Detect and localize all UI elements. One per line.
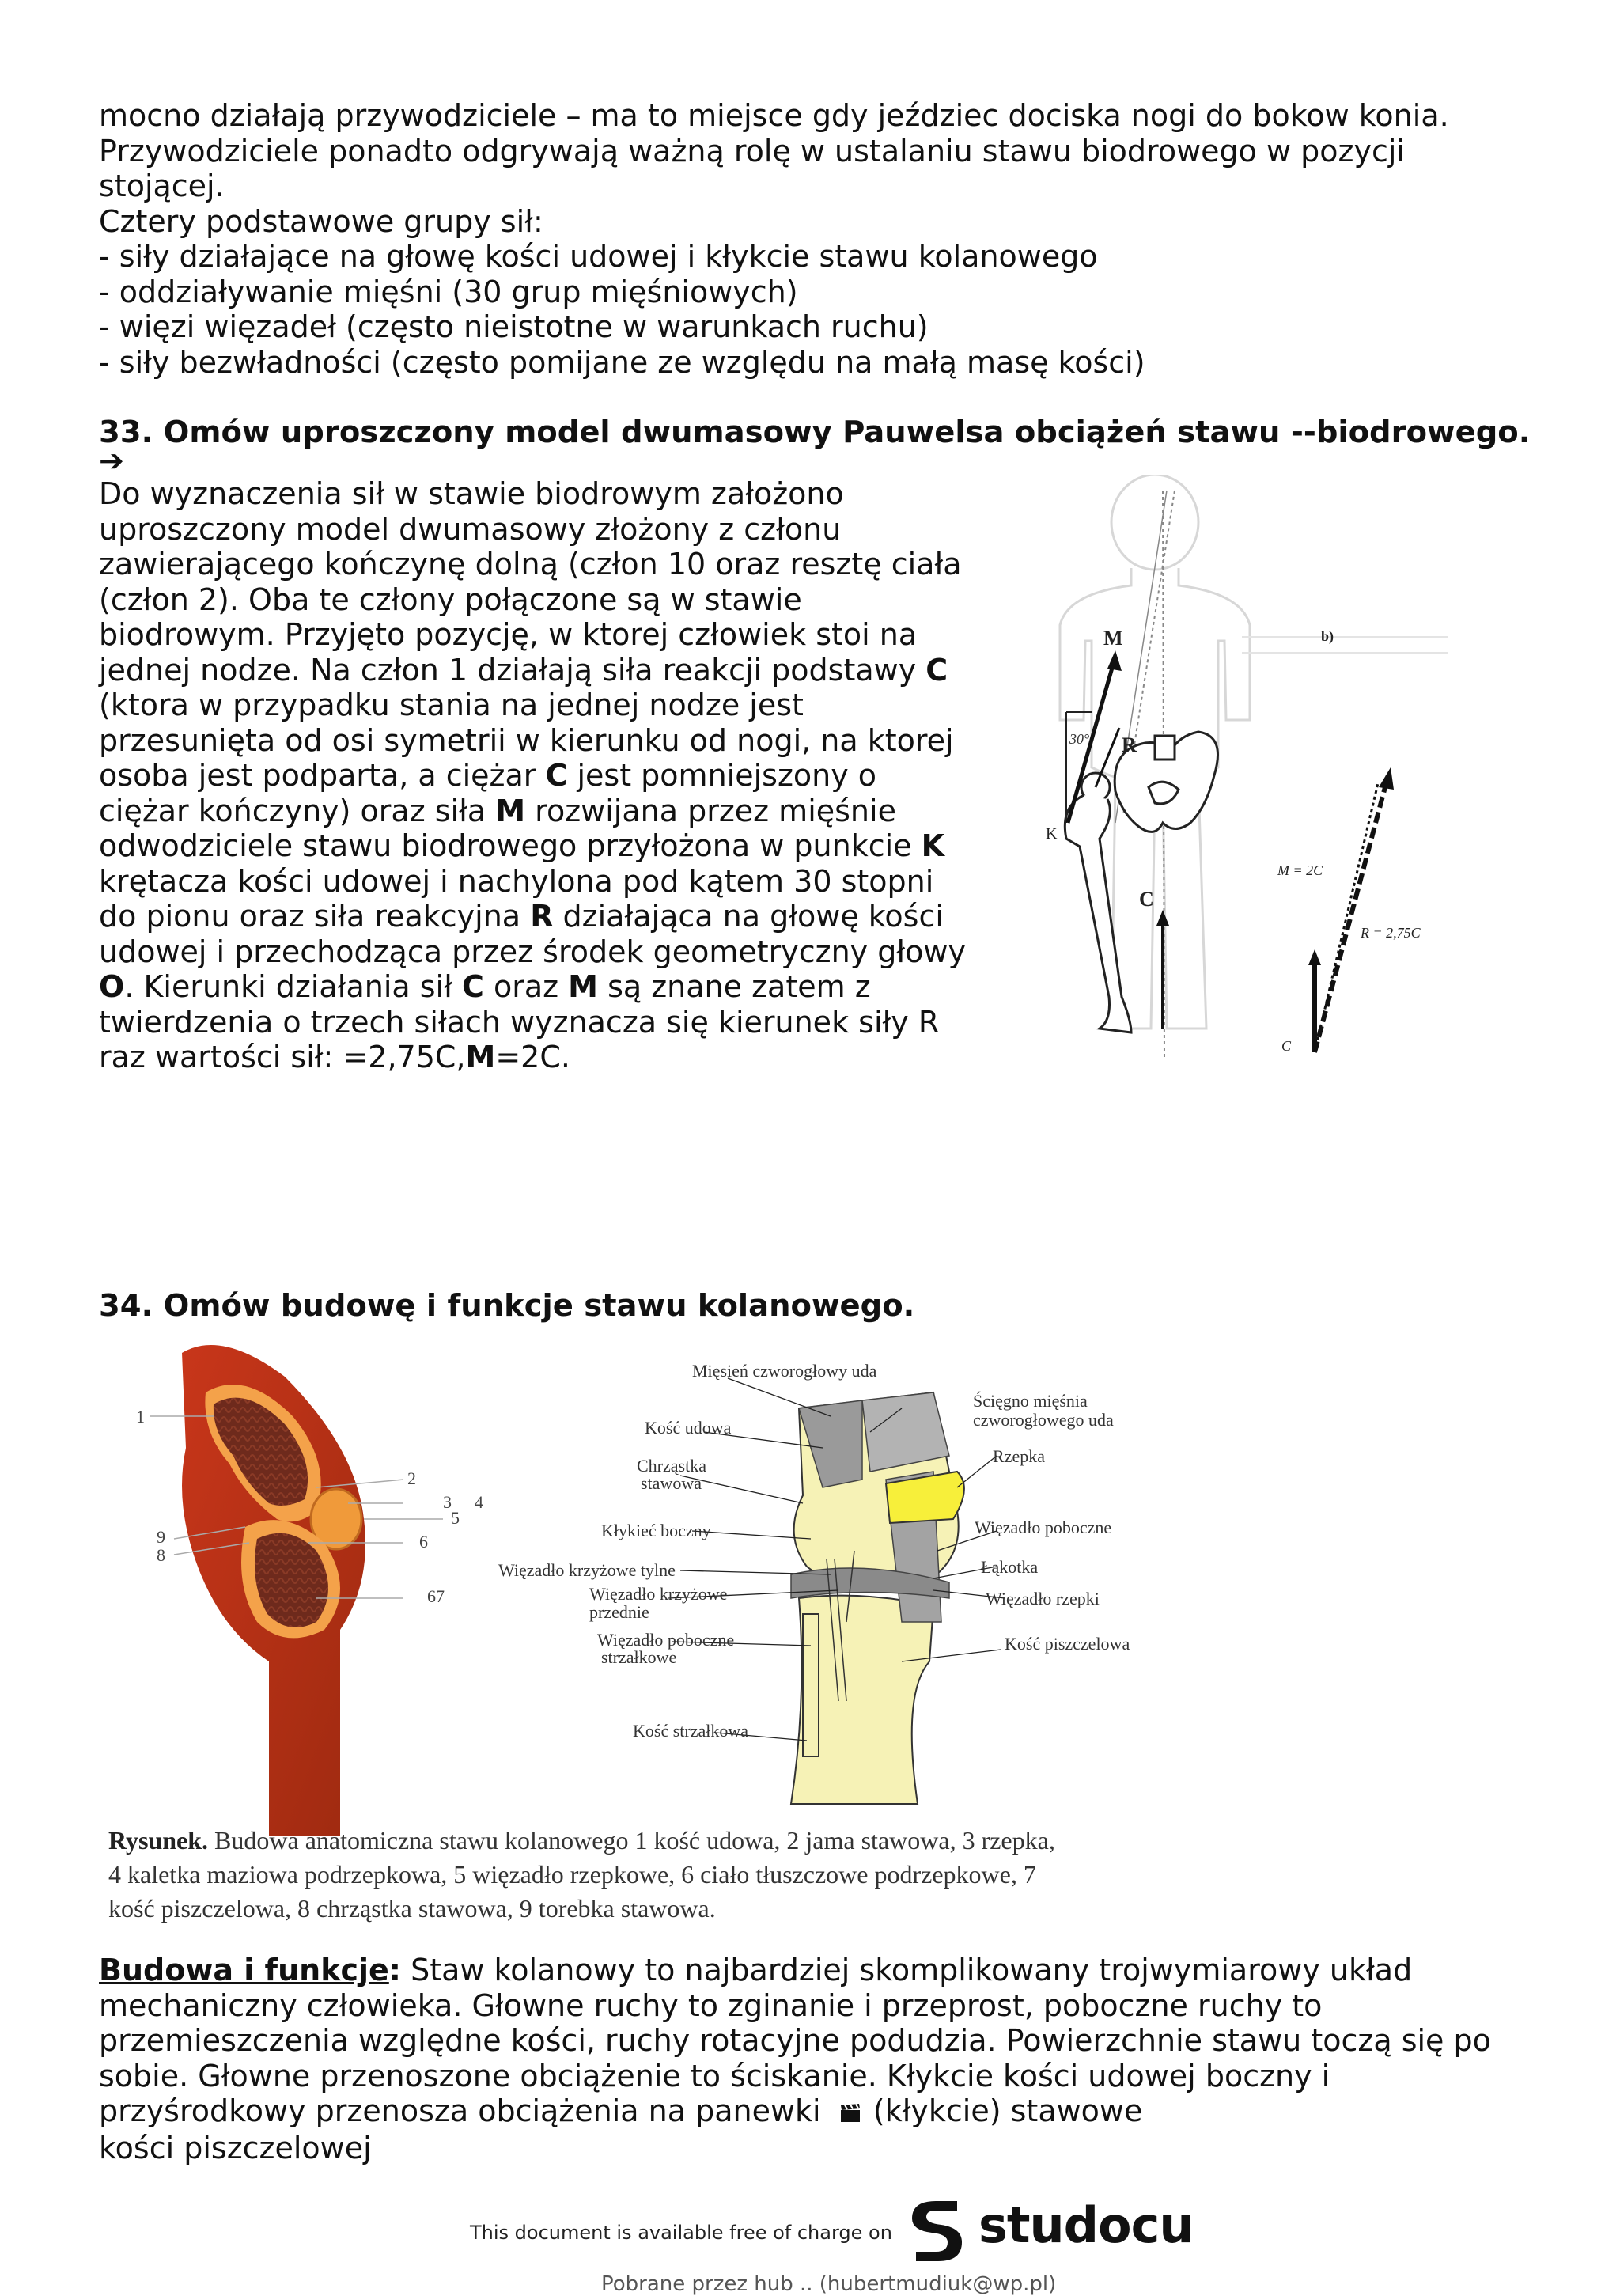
label-acl-2: przednie (589, 1602, 649, 1622)
section-33-line (99, 688, 966, 723)
text-run: do pionu oraz siła reakcyjna (99, 899, 531, 934)
fibula-bone (803, 1614, 819, 1756)
force-m-arrowhead (1107, 650, 1122, 671)
text-run: przesunięta od osi symetrii w kierunku od nogi, na ktorej (99, 722, 954, 758)
svg-text:5: 5 (451, 1508, 460, 1528)
label-lat-condyle: Kłykieć boczny (601, 1521, 711, 1540)
section-33-line (99, 723, 966, 759)
label-patella: Rzepka (993, 1446, 1045, 1466)
text-run: Do wyznaczenia sił w stawie biodrowym założono (99, 476, 844, 511)
text-run: (człon 2). Oba te człony połączone są w stawie (99, 582, 802, 617)
text-run: oraz (483, 969, 569, 1004)
intro-line: - siły działające na głowę kości udowej i kłykcie stawu kolanowego (99, 239, 1098, 274)
label-fibula: Kość strzałkowa (633, 1721, 749, 1741)
budowa-line: Staw kolanowy to najbardziej skomplikowany trojwymiarowy układ (401, 1953, 1413, 1987)
label-fib-coll-1: Więzadło poboczne (597, 1630, 735, 1650)
svg-text:3: 3 (443, 1492, 452, 1512)
svg-text:67: 67 (427, 1586, 445, 1606)
bold-symbol: M (495, 793, 526, 828)
section-33-line (99, 758, 966, 794)
intro-line: Przywodziciele ponadto odgrywają ważną rolę w ustalaniu stawu biodrowego w pozycji (99, 133, 1405, 169)
bold-symbol: C (462, 969, 484, 1004)
intro-line: - więzi więzadeł (często nieistotne w warunkach ruchu) (99, 309, 929, 344)
section-34-heading: 34. Omów budowę i funkcje stawu kolanowego. (99, 1288, 915, 1324)
budowa-line: mechaniczny człowieka. Głowne ruchy to zginanie i przeprost, poboczne ruchy to (99, 1987, 1323, 2023)
pauwels-hip-model-figure (1036, 475, 1463, 1076)
caption-line: Budowa anatomiczna stawu kolanowego 1 kość udowa, 2 jama stawowa, 3 rzepka, (208, 1826, 1055, 1855)
budowa-tail: (kłykcie) stawowe (863, 2093, 1143, 2128)
section-33-heading: 33. Omów uproszczony model dwumasowy Pauwelsa obciążeń stawu --biodrowego. (99, 415, 1531, 450)
label-c: C (1139, 888, 1154, 911)
section-33-line (99, 512, 966, 547)
force-triangle-c-head (1308, 949, 1321, 965)
text-run: biodrowym. Przyjęto pozycję, w ktorej człowiek stoi na (99, 617, 918, 652)
svg-text:9: 9 (157, 1527, 165, 1547)
label-femur: Kość udowa (645, 1418, 732, 1438)
text-run: działająca na głowę kości (553, 899, 944, 934)
text-run: zawierającego kończynę dolną (człon 10 oraz resztę ciała (99, 547, 962, 582)
force-c-arrowhead (1156, 910, 1169, 926)
section-33-line (99, 476, 966, 512)
label-tendon-2: czworogłowego uda (973, 1410, 1114, 1430)
label-r: R (1122, 733, 1137, 756)
section-33-line (99, 864, 966, 900)
budowa-line: przyśrodkowy przenosza obciążenia na panewki (99, 2093, 821, 2128)
section-33-line (99, 1040, 966, 1075)
label-cartilage-1: Chrząstka (637, 1456, 706, 1476)
svg-text:1: 1 (136, 1407, 145, 1426)
caption-line: 4 kaletka maziowa podrzepkowa, 5 więzadło rzepkowe, 6 ciało tłuszczowe podrzepkowe, 7 (108, 1860, 1036, 1889)
section-33-line (99, 1005, 966, 1040)
label-fib-coll-2: strzałkowe (601, 1647, 677, 1667)
section-33-line (99, 934, 966, 970)
budowa-line: kości piszczelowej (99, 2130, 372, 2165)
bold-symbol: M (465, 1040, 496, 1074)
figure-caption (108, 1824, 1232, 1926)
caption-line: kość piszczelowa, 8 chrząstka stawowa, 9 torebka stawowa. (108, 1894, 716, 1923)
label-b: b) (1321, 628, 1334, 644)
text-run: uproszczony model dwumasowy złożony z członu (99, 511, 842, 547)
section-33-line (99, 653, 966, 688)
knee-anatomy-figure (490, 1361, 1234, 1820)
bold-symbol: C (545, 758, 568, 793)
label-patellar-lig: Więzadło rzepki (986, 1589, 1100, 1608)
femur-drawing (1065, 773, 1131, 1032)
text-run: są znane zatem z (597, 969, 871, 1004)
bold-symbol: C (925, 652, 948, 688)
faint-background-lines (1242, 637, 1448, 653)
label-quad: Mięsień czworogłowy uda (692, 1361, 877, 1381)
svg-text:4: 4 (475, 1492, 483, 1512)
force-triangle-m-head (1379, 767, 1394, 790)
intro-line: mocno działają przywodziciele – ma to miejsce gdy jeździec dociska nogi do bokow konia. (99, 98, 1449, 133)
bold-symbol: R (530, 899, 554, 934)
text-run: (ktora w przypadku stania na jednej nodze jest (99, 688, 804, 722)
label-tibia: Kość piszczelowa (1005, 1634, 1130, 1654)
budowa-line: przemieszczenia względne kości, ruchy rotacyjne podudzia. Powierzchnie stawu toczą się po (99, 2023, 1491, 2058)
force-triangle-m (1315, 775, 1388, 1052)
text-run: rozwijana przez mięśnie (525, 793, 896, 828)
section-33-line (99, 617, 966, 653)
intro-line: stojącej. (99, 169, 225, 203)
budowa-colon: : (388, 1953, 401, 1987)
text-run: krętacza kości udowej i nachylona pod kątem 30 stopni (99, 863, 934, 899)
text-run: odwodziciele stawu biodrowego przyłożona w punkcie (99, 828, 922, 863)
intro-line: Cztery podstawowe grupy sił: (99, 203, 543, 239)
bold-symbol: O (99, 969, 125, 1004)
text-run: jednej nodze. Na człon 1 działają siła reakcji podstawy (99, 652, 926, 688)
caption-label: Rysunek. (108, 1826, 209, 1855)
section-33-line (99, 969, 966, 1005)
section-33-line (99, 582, 966, 618)
text-run: =2C. (495, 1040, 570, 1074)
angle-label: 30° (1069, 731, 1090, 747)
section-33-paragraph (99, 476, 966, 1075)
svg-text:2: 2 (407, 1468, 416, 1488)
budowa-line: sobie. Głowne przenoszone obciążenie to ściskanie. Kłykcie kości udowej boczny i (99, 2058, 1330, 2093)
text-run: twierdzenia o trzech siłach wyznacza się kierunek siły R (99, 1004, 940, 1040)
section-33-line (99, 794, 966, 829)
knee-cross-section-figure (127, 1329, 506, 1836)
label-m-2c: M = 2C (1277, 862, 1323, 878)
label-tendon-1: Ścięgno mięśnia (973, 1391, 1088, 1411)
text-run: ciężar kończyny) oraz siła (99, 793, 496, 828)
svg-text:6: 6 (419, 1532, 428, 1552)
label-collateral: Więzadło poboczne (975, 1517, 1112, 1537)
text-run: . Kierunki działania sił (124, 969, 462, 1004)
text-run: osoba jest podparta, a ciężar (99, 758, 546, 793)
text-run: jest pomniejszony o (567, 758, 877, 793)
text-run: raz wartości sił: =2,75C, (99, 1040, 466, 1074)
label-r-275c: R = 2,75C (1361, 925, 1421, 941)
footer-note: This document is available free of charge on (470, 2222, 892, 2244)
label-meniscus: Łąkotka (981, 1557, 1039, 1577)
section-33-line (99, 899, 966, 934)
label-c-small: C (1281, 1038, 1292, 1054)
text-run: udowej i przechodząca przez środek geometryczny głowy (99, 934, 966, 969)
studocu-logo-text[interactable]: studocu (978, 2196, 1194, 2254)
label-k: K (1046, 825, 1058, 843)
bold-symbol: M (568, 969, 598, 1004)
svg-text:8: 8 (157, 1545, 165, 1565)
studocu-logo-icon[interactable] (900, 2195, 971, 2266)
label-m: M (1103, 627, 1123, 650)
intro-text (99, 98, 1449, 380)
bold-symbol: K (921, 828, 945, 863)
intro-line: - oddziaływanie mięśni (30 grup mięśniowych) (99, 274, 798, 309)
download-attribution: Pobrane przez hub .. (hubertmudiuk@wp.pl) (601, 2272, 1057, 2296)
section-33-line (99, 547, 966, 582)
budowa-title: Budowa i funkcje (99, 1953, 389, 1987)
label-cartilage-2: stawowa (641, 1473, 702, 1493)
label-acl-1: Więzadło krzyżowe (589, 1584, 728, 1604)
label-pcl: Więzadło krzyżowe tylne (498, 1560, 676, 1580)
section-33-line (99, 828, 966, 864)
arrow-icon: ➔ (99, 443, 124, 478)
budowa-paragraph (99, 1953, 1491, 2165)
clapperboard-icon (840, 2095, 861, 2131)
intro-line: - siły bezwładności (często pomijane ze względu na małą masę kości) (99, 344, 1145, 380)
